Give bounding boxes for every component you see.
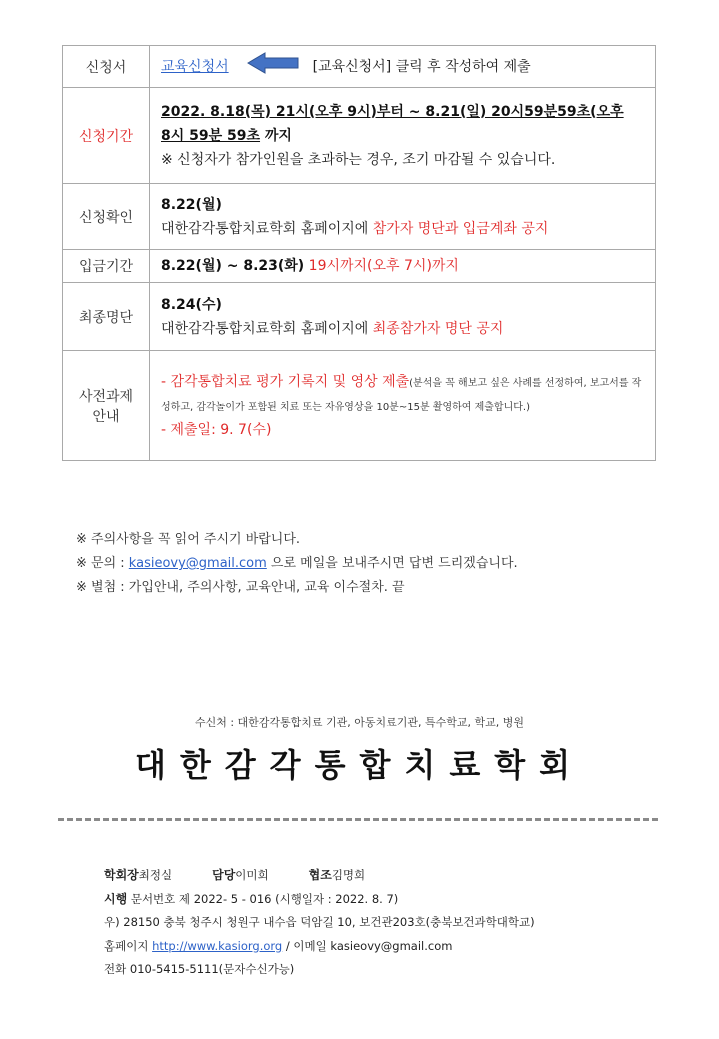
cell-application — [150, 46, 656, 88]
homepage-line — [104, 935, 535, 959]
row-confirm — [63, 184, 656, 250]
cell-final — [150, 283, 656, 351]
final-text: 대한감각통합치료학회 홈페이지에 — [161, 320, 373, 337]
cooperation-label: 협조 — [308, 868, 332, 882]
organization-title: 대한감각통합치료학회 — [134, 746, 585, 784]
period-note: ※ 신청자가 참가인원을 초과하는 경우, 조기 마감될 수 있습니다. — [161, 151, 556, 168]
row-period — [63, 88, 656, 184]
homepage-label: 홈페이지 — [104, 938, 153, 953]
schedule-table — [62, 45, 656, 461]
header-application: 신청서 — [63, 46, 150, 88]
recipients: 수신처 : 대한감각통합치료 기관, 아동치료기관, 특수학교, 학교, 병원 — [194, 716, 525, 729]
homepage-link[interactable]: http://www.kasiorg.org — [152, 938, 283, 953]
assignment-deadline: - 제출일: 9. 7(수) — [161, 421, 272, 438]
confirm-text: 대한감각통합치료학회 홈페이지에 — [161, 220, 373, 237]
row-application — [63, 46, 656, 88]
cooperation-name: 김명희 — [331, 868, 366, 882]
inquiry-email-link[interactable]: kasieovy@gmail.com — [128, 556, 267, 571]
final-date: 8.24(수) — [161, 296, 222, 313]
note-inquiry-prefix: ※ 문의 : — [76, 556, 129, 571]
cell-assignment — [150, 351, 656, 461]
deposit-deadline: 19시까지(오후 7시)까지 — [308, 258, 459, 274]
cell-deposit — [150, 250, 656, 283]
left-arrow-icon — [247, 52, 299, 82]
notes-section — [76, 528, 518, 600]
period-line1: 2022. 8.18(목) 21시(오후 9시)부터 ~ 8.21(일) 20시59분59초(오후 — [161, 103, 624, 120]
cell-confirm — [150, 184, 656, 250]
note-inquiry — [76, 552, 518, 576]
signatories — [104, 864, 535, 888]
header-period: 신청기간 — [63, 88, 150, 184]
president-label: 학회장 — [104, 868, 139, 882]
header-confirm: 신청확인 — [63, 184, 150, 250]
header-assignment — [63, 351, 150, 461]
period-line2: 8시 59분 59초 — [161, 127, 261, 144]
header-assignment-line1: 사전과제 — [78, 388, 134, 405]
assignment-highlight: - 감각통합치료 평가 기록지 및 영상 제출 — [161, 373, 410, 390]
assignment-detail: (분석을 꼭 해보고 싶은 사례를 선정하여, 보고서를 작성하고, 감각놀이가 포함된 치료 또는 자유영상을 10분~15분 촬영하여 제출합니다.) — [161, 377, 642, 413]
note-caution: ※ 주의사항을 꼭 읽어 주시기 바랍니다. — [76, 532, 301, 547]
cell-period — [150, 88, 656, 184]
confirm-date: 8.22(월) — [161, 196, 222, 213]
application-form-link[interactable]: 교육신청서 — [161, 58, 229, 75]
row-deposit — [63, 250, 656, 283]
president-name: 최정실 — [138, 868, 173, 882]
footer — [104, 864, 535, 982]
header-assignment-line2: 안내 — [92, 408, 120, 425]
manager-label: 담당 — [212, 868, 236, 882]
enforce-label: 시행 — [104, 891, 128, 906]
manager-name: 이미희 — [235, 868, 269, 882]
enforce-text: 문서번호 제 2022- 5 - 016 (시행일자 : 2022. 8. 7) — [127, 891, 399, 906]
note-attachment: ※ 별첨 : 가입안내, 주의사항, 교육안내, 교육 이수절차. 끝 — [76, 580, 405, 595]
divider — [58, 818, 658, 821]
note-inquiry-suffix: 으로 메일을 보내주시면 답변 드리겠습니다. — [266, 556, 518, 571]
enforcement — [104, 888, 535, 912]
email-text: / 이메일 kasieovy@gmail.com — [282, 938, 453, 953]
row-final — [63, 283, 656, 351]
phone: 전화 010-5415-5111(문자수신가능) — [104, 962, 295, 976]
header-deposit: 입금기간 — [63, 250, 150, 283]
header-final: 최종명단 — [63, 283, 150, 351]
application-instruction: [교육신청서] 클릭 후 작성하여 제출 — [312, 58, 531, 75]
period-line2-suffix: 까지 — [260, 127, 292, 144]
final-highlight: 최종참가자 명단 공지 — [372, 320, 504, 337]
row-assignment — [63, 351, 656, 461]
confirm-highlight: 참가자 명단과 입금계좌 공지 — [372, 220, 549, 237]
address: 우) 28150 충북 청주시 청원구 내수읍 덕암길 10, 보건관203호(충북보건과학대학교) — [104, 915, 535, 929]
deposit-dates: 8.22(월) ~ 8.23(화) — [161, 258, 305, 274]
